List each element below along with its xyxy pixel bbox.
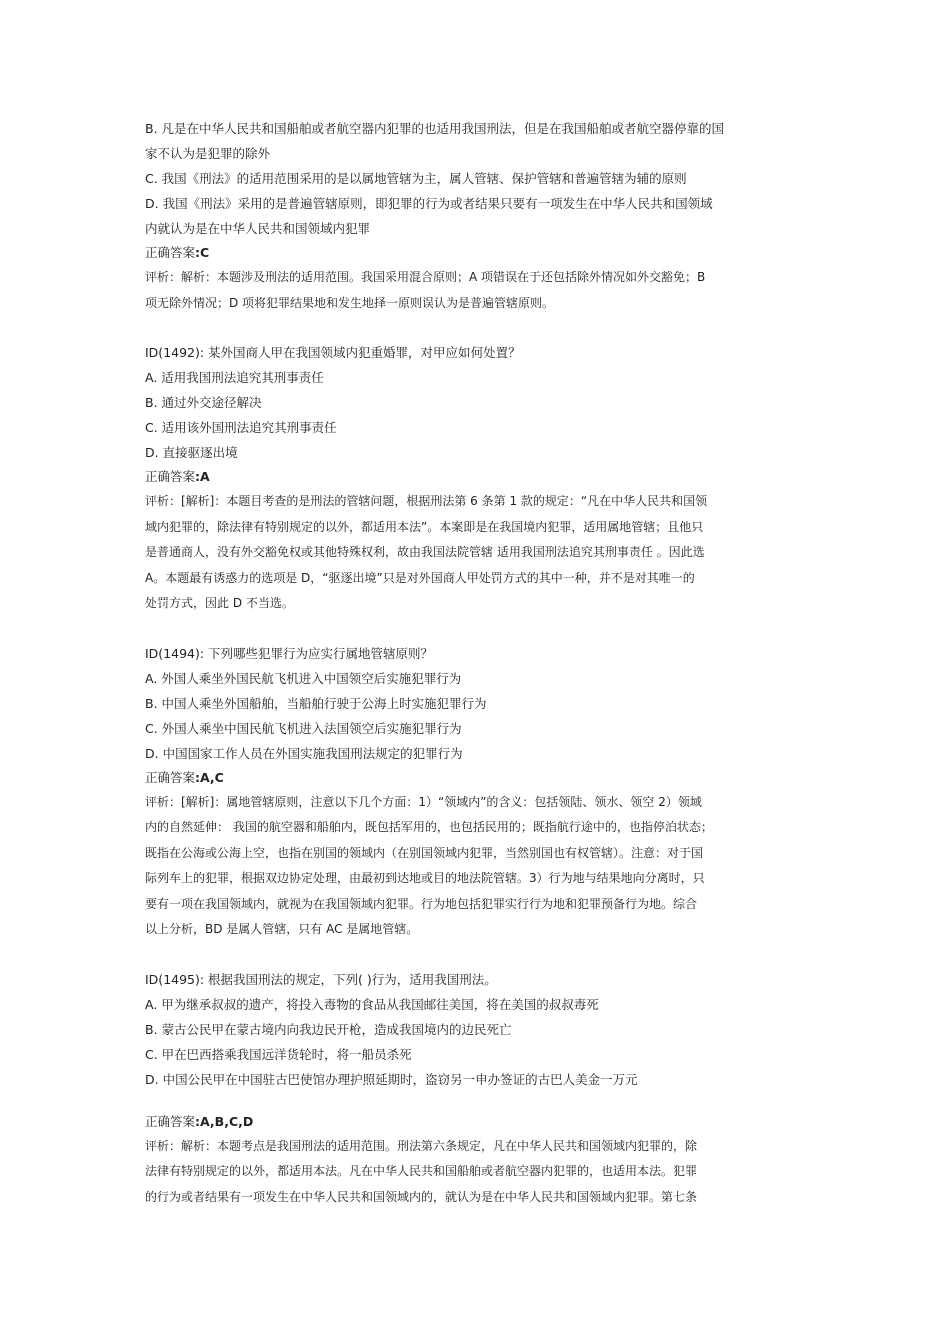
option-d-line2: 内就认为是在中华人民共和国领域内犯罪 — [145, 221, 371, 236]
analysis-line: 评析：解析：本题考点是我国刑法的适用范围。刑法第六条规定，凡在中华人民共和国领域内犯罪的，除 — [145, 1138, 698, 1153]
answer-label: 正确答案 — [145, 469, 196, 484]
document-page — [145, 116, 810, 1210]
option-item: C. 甲在巴西搭乘我国远洋货轮时，将一船员杀死 — [145, 1046, 412, 1062]
option-b-line2: 家不认为是犯罪的除外 — [145, 146, 271, 161]
option-d-line1: D. 我国《刑法》采用的是普遍管辖原则，即犯罪的行为或者结果只要有一项发生在中华人民共和国领域 — [145, 196, 713, 211]
answer-line — [145, 766, 810, 790]
analysis-line: 际列车上的犯罪，根据双边协定处理，由最初到达地或目的地法院管辖。3）行为地与结果地向分离时，只 — [145, 871, 705, 885]
option-item: D. 中国公民甲在中国驻古巴使馆办理护照延期时，盗窃另一申办签证的古巴人美金一万元 — [145, 1071, 638, 1087]
analysis-line: 法律有特别规定的以外，都适用本法。凡在中华人民共和国船舶或者航空器内犯罪的，也适用本法。犯罪 — [145, 1164, 698, 1178]
option-item: A. 适用我国刑法追究其刑事责任 — [145, 370, 324, 385]
option-item: D. 直接驱逐出境 — [145, 445, 238, 460]
answer-label: 正确答案 — [145, 769, 196, 785]
analysis-line: 域内犯罪的，除法律有特别规定的以外，都适用本法”。本案即是在我国境内犯罪，适用属地管辖；且他只 — [145, 519, 704, 534]
option-item: A. 外国人乘坐外国民航飞机进入中国领空后实施犯罪行为 — [145, 670, 462, 686]
option-item: B. 蒙古公民甲在蒙古境内向我边民开枪，造成我国境内的边民死亡 — [145, 1021, 512, 1037]
option-b-line1: B. 凡是在中华人民共和国船舶或者航空器内犯罪的也适用我国刑法，但是在我国船舶或者航空器停靠的国 — [145, 121, 725, 136]
question-title: ID(1495): 根据我国刑法的规定，下列( )行为，适用我国刑法。 — [145, 971, 497, 987]
analysis-line: 既指在公海或公海上空，也指在别国的领域内（在别国领域内犯罪，当然别国也有权管辖）。注意：对于国 — [145, 845, 704, 860]
analysis-line: 内的自然延伸： 我国的航空器和船舶内，既包括军用的，也包括民用的；既指航行途中的，也指停泊状态； — [145, 820, 713, 834]
option-item: A. 甲为继承叔叔的遗产，将投入毒物的食品从我国邮往美国，将在美国的叔叔毒死 — [145, 996, 599, 1012]
analysis-line: 以上分析，BD 是属人管辖，只有 AC 是属地管辖。 — [145, 922, 419, 936]
analysis-line: 评析：解析：本题涉及刑法的适用范围。我国采用混合原则；A 项错误在于还包括除外情况如外交豁免；B — [145, 270, 706, 284]
option-item: C. 适用该外国刑法追究其刑事责任 — [145, 420, 337, 435]
analysis-line: 处罚方式，因此 D 不当选。 — [145, 596, 294, 610]
answer-label: 正确答案 — [145, 245, 196, 260]
answer-value: :C — [195, 245, 210, 260]
question-title: ID(1492): 某外国商人甲在我国领域内犯重婚罪，对甲应如何处置？ — [145, 345, 521, 360]
option-c: C. 我国《刑法》的适用范围采用的是以属地管辖为主，属人管辖、保护管辖和普遍管辖为辅的原则 — [145, 171, 687, 186]
analysis-line: 的行为或者结果有一项发生在中华人民共和国领域内的，就认为是在中华人民共和国领域内犯罪。第七条 — [145, 1189, 698, 1204]
question-title: ID(1494): 下列哪些犯罪行为应实行属地管辖原则？ — [145, 645, 434, 661]
option-item: C. 外国人乘坐中国民航飞机进入法国领空后实施犯罪行为 — [145, 720, 462, 736]
analysis-line: A。本题最有诱惑力的选项是 D，“驱逐出境”只是对外国商人甲处罚方式的其中一种，并不是对其唯一的 — [145, 570, 695, 585]
analysis-line: 是普通商人，没有外交豁免权或其他特殊权利，故由我国法院管辖 适用我国刑法追究其刑事责任 。因此选 — [145, 545, 705, 559]
analysis-line: 要有一项在我国领域内，就视为在我国领域内犯罪。行为地包括犯罪实行行为地和犯罪预备行为地。综合 — [145, 896, 698, 911]
answer-value: :A,B,C,D — [195, 1113, 254, 1129]
option-item: D. 中国国家工作人员在外国实施我国刑法规定的犯罪行为 — [145, 745, 463, 761]
answer-line — [145, 465, 810, 489]
answer-line — [145, 1110, 810, 1134]
option-item: B. 中国人乘坐外国船舶，当船舶行驶于公海上时实施犯罪行为 — [145, 695, 487, 711]
answer-label: 正确答案 — [145, 1113, 196, 1129]
option-item: B. 通过外交途径解决 — [145, 395, 262, 410]
analysis-line: 项无除外情况；D 项将犯罪结果地和发生地择一原则误认为是普遍管辖原则。 — [145, 295, 555, 310]
analysis-line: 评析：[解析]：属地管辖原则，注意以下几个方面：1）“领域内”的含义：包括领陆、领水、领空 2）领域 — [145, 794, 702, 809]
answer-value: :A,C — [195, 769, 224, 785]
analysis-line: 评析：[解析]：本题目考查的是刑法的管辖问题，根据刑法第 6 条第 1 款的规定：“凡在中华人民共和国领 — [145, 494, 708, 508]
answer-value: :A — [195, 469, 210, 484]
answer-line — [145, 241, 810, 265]
